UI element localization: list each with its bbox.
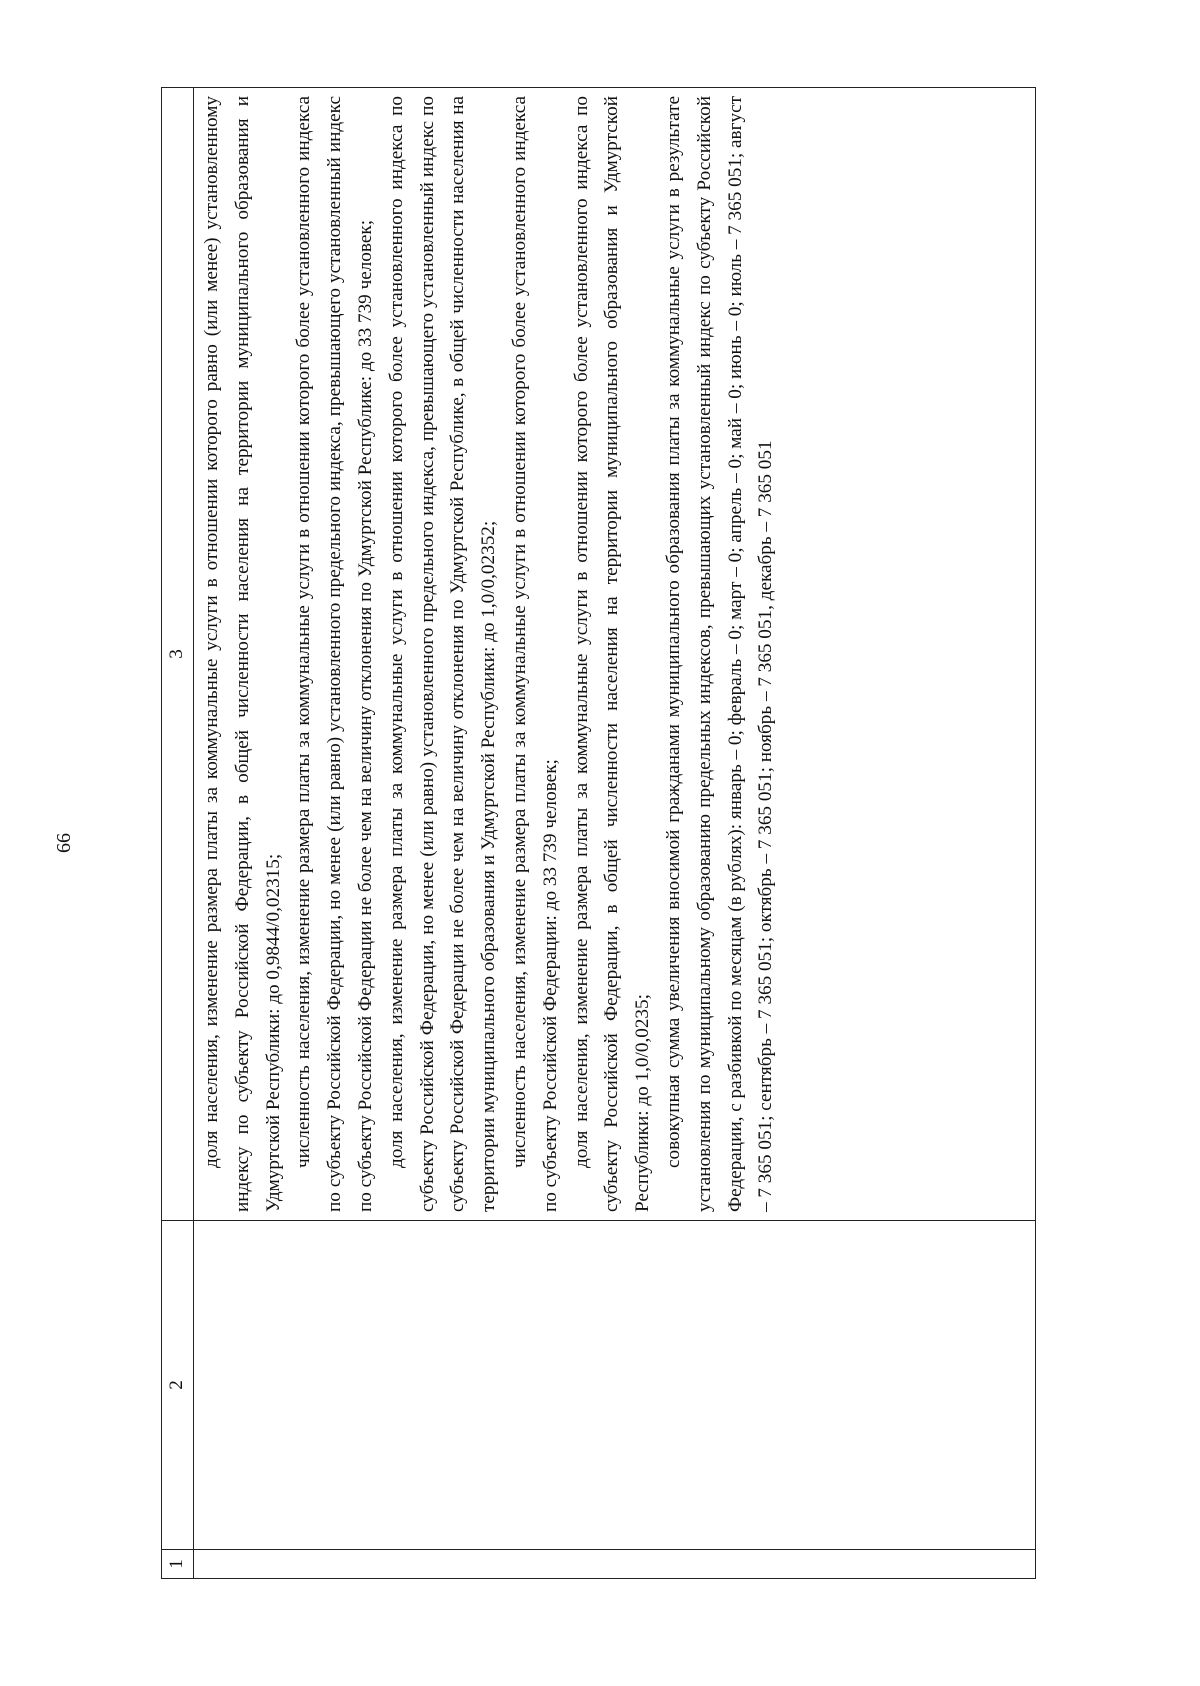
- rotated-page: [161, 87, 1036, 1579]
- document-table: [161, 87, 1036, 1579]
- column-header-1: 1: [162, 1550, 194, 1579]
- table-row: [194, 88, 1036, 1579]
- paragraph-share-below-index: доля населения, изменение размера платы за коммунальные услуги в отношении которого равно (или менее) установленному индексу по субъекту Российской Федерации, в общей численности населения на территории муниципального образования и Удмуртской Республики: до 0,9844/0,02315;: [201, 96, 284, 1212]
- table-cell-col2: [194, 1221, 1036, 1550]
- paragraph-total-increase-by-month: совокупная сумма увеличения вносимой гражданами муниципального образования платы за коммунальные услуги в результате установления по муниципальному образованию предельных индексов, превышающих установленный индекс по субъекту Российской Федерации, с разбивкой по месяцам (в рублях): январь – 0; февраль – 0; март – 0; апрель – 0; май – 0; июнь – 0; июль – 7 365 051; август – 7 365 051; сентябрь – 7 365 051; октябрь – 7 365 051; ноябрь – 7 365 051, декабрь – 7 365 051: [662, 96, 777, 1212]
- table-header-row: [162, 88, 194, 1579]
- paragraph-count-within-limit: численность населения, изменение размера платы за коммунальные услуги в отношении которого более установленного индекса по субъекту Российской Федерации, но менее (или равно) установленного предельного индекса, превышающего установленный индекс по субъекту Российской Федерации не более чем на величину отклонения по Удмуртской Республике: до 33 739 человек;: [293, 96, 376, 1212]
- page-number: 66: [53, 833, 75, 853]
- paragraph-share-within-limit: доля населения, изменение размера платы за коммунальные услуги в отношении которого более установленного индекса по субъекту Российской Федерации, но менее (или равно) установленного предельного индекса, превышающего установленный индекс по субъекту Российской Федерации не более чем на величину отклонения по Удмуртской Республике, в общей численности населения на территории муниципального образования и Удмуртской Республики: до 1,0/0,02352;: [385, 96, 500, 1212]
- paragraph-count-above-index: численность населения, изменение размера платы за коммунальные услуги в отношении которого более установленного индекса по субъекту Российской Федерации: до 33 739 человек;: [508, 96, 561, 1212]
- column-header-3: 3: [162, 88, 194, 1221]
- column-header-2: 2: [162, 1221, 194, 1550]
- paragraph-share-above-index: доля населения, изменение размера платы за коммунальные услуги в отношении которого более установленного индекса по субъекту Российской Федерации, в общей численности населения на территории муниципального образования и Удмуртской Республики: до 1,0/0,0235;: [570, 96, 654, 1212]
- table-cell-col3: [194, 88, 1036, 1221]
- table-cell-col1: [194, 1550, 1036, 1579]
